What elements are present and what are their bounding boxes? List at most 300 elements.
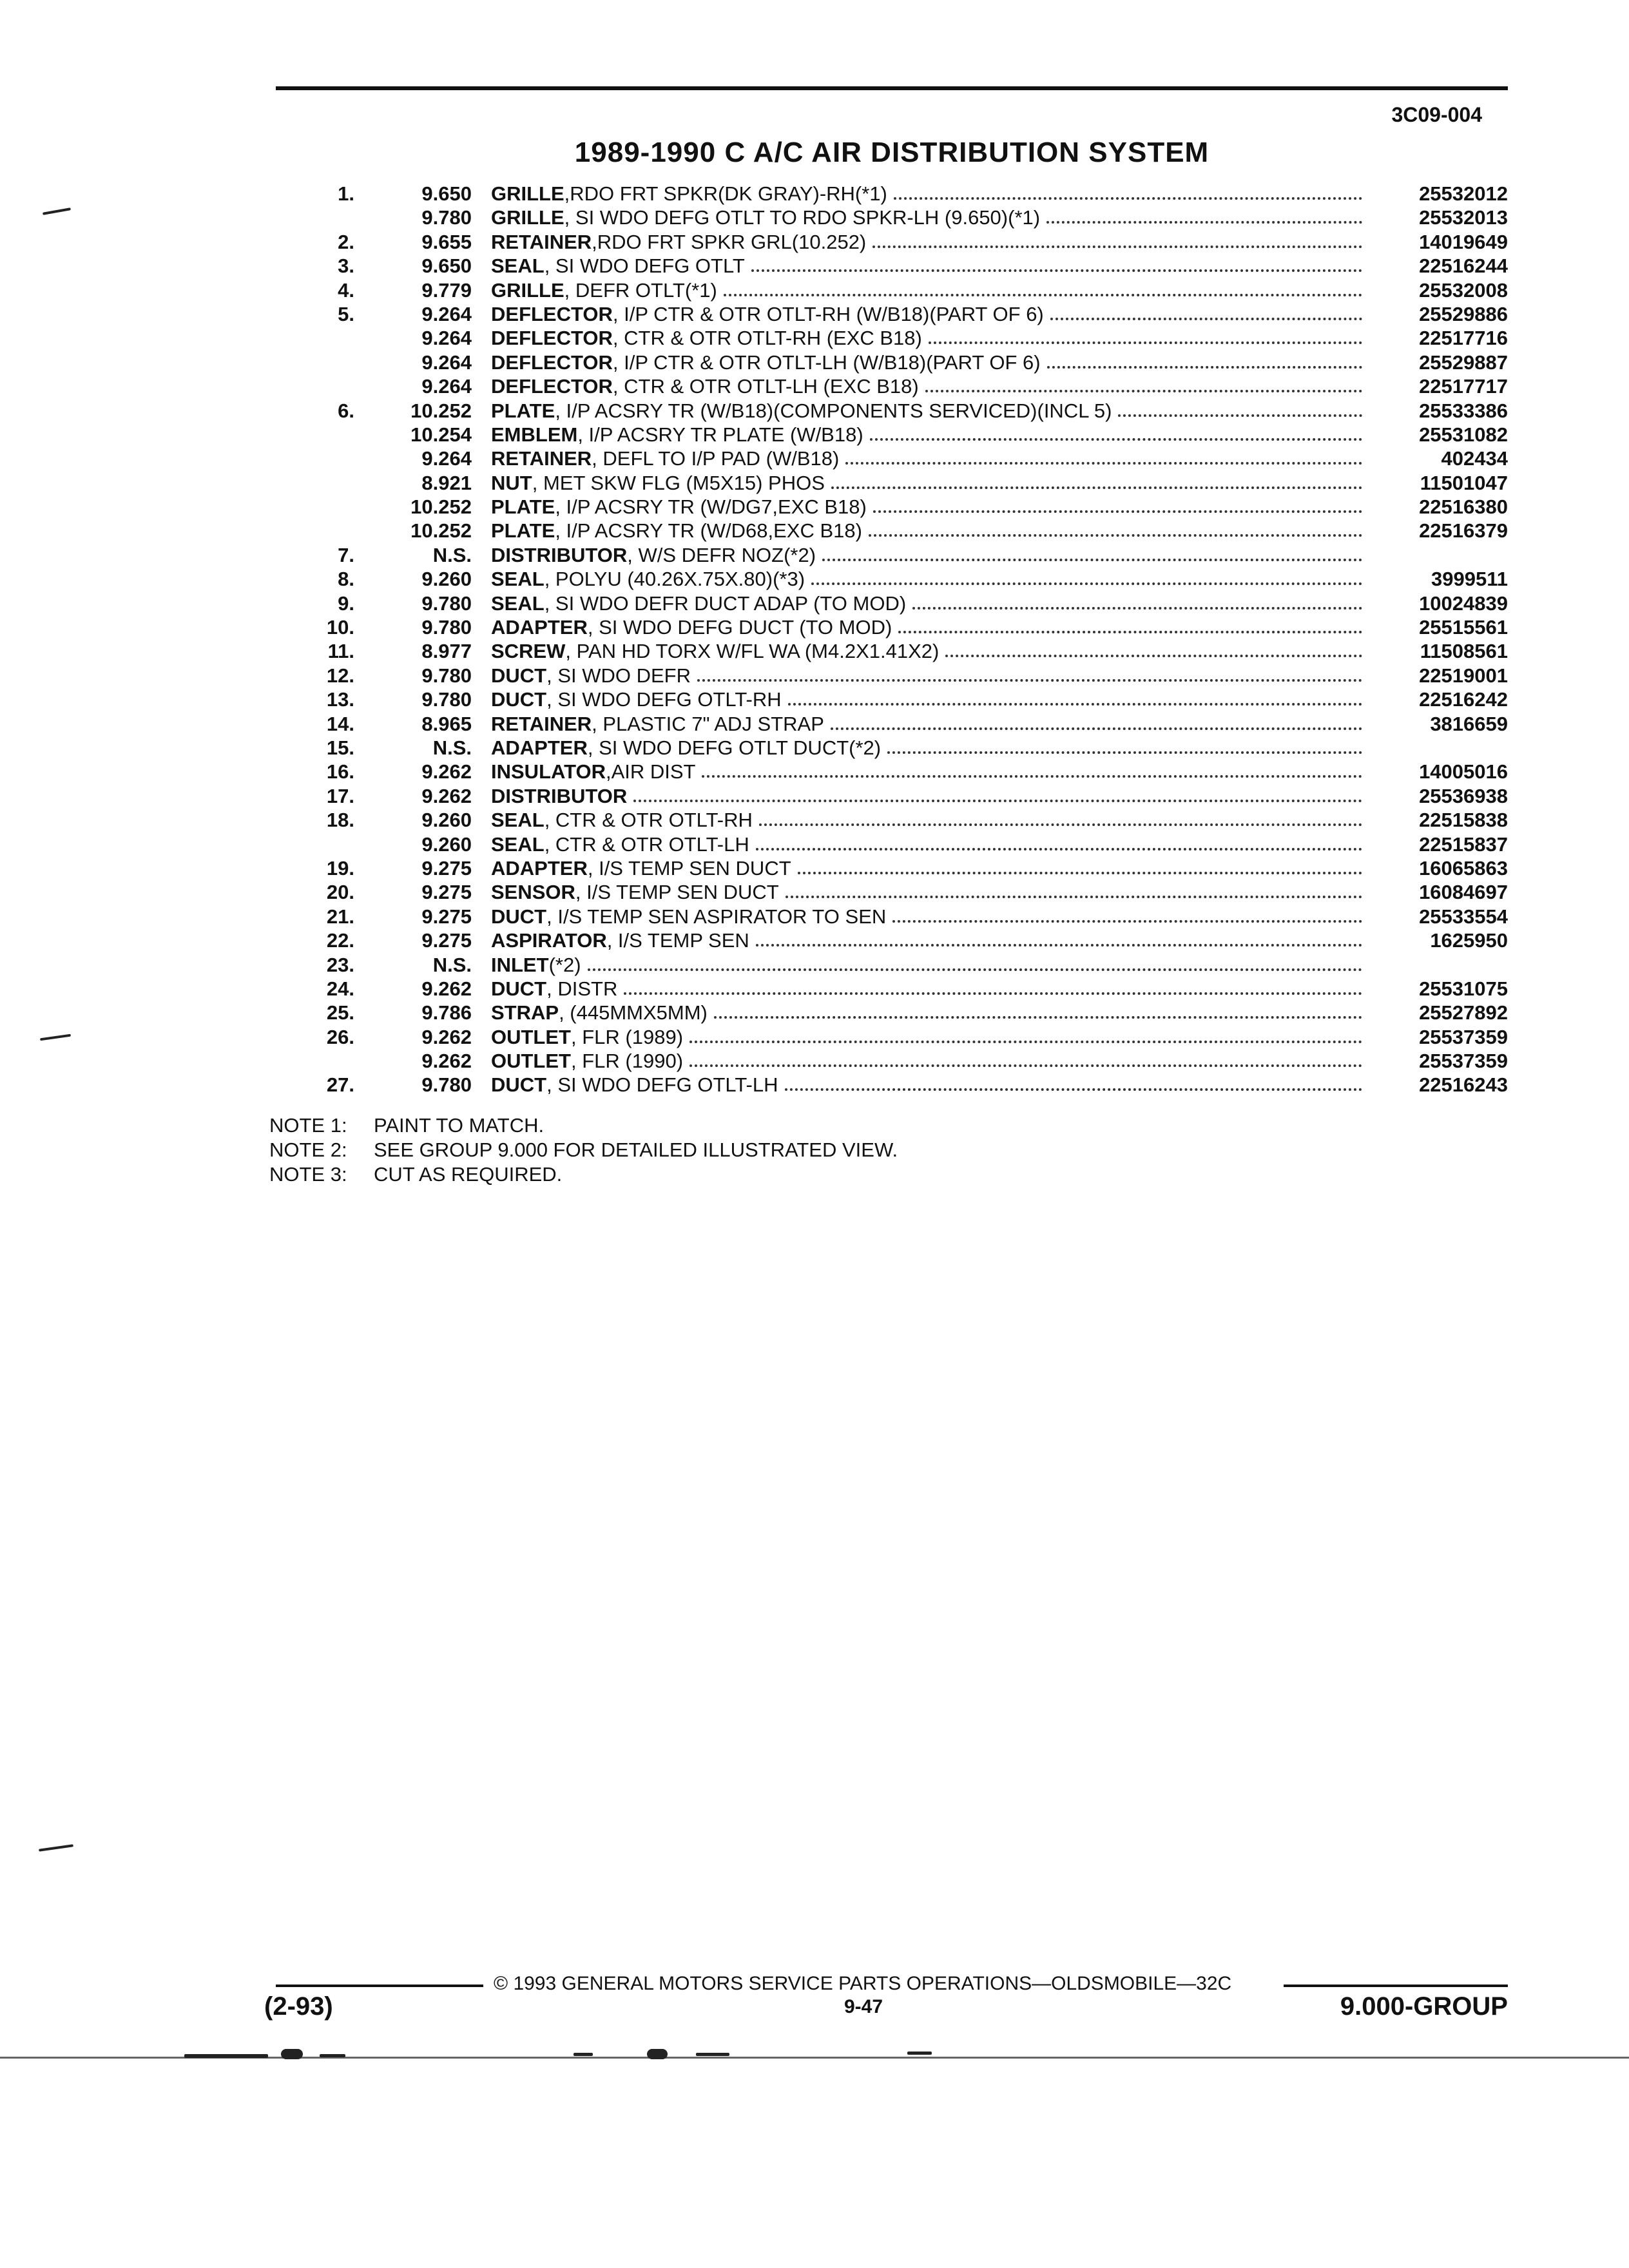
parts-row bbox=[0, 1049, 1629, 1073]
part-description bbox=[491, 543, 1374, 567]
parts-row bbox=[0, 326, 1629, 350]
dot-leader bbox=[898, 615, 1362, 633]
group-number: 9.780 bbox=[421, 206, 472, 229]
part-detail: , (445MMX5MM) bbox=[559, 1001, 708, 1024]
part-name: GRILLE bbox=[491, 182, 564, 205]
group-number: 9.779 bbox=[421, 278, 472, 302]
part-name: DEFLECTOR bbox=[491, 302, 613, 325]
dot-leader bbox=[751, 254, 1362, 272]
part-name: SEAL bbox=[491, 591, 545, 615]
part-description bbox=[491, 639, 1374, 663]
group-number: 9.786 bbox=[421, 1001, 472, 1024]
part-description bbox=[491, 953, 1374, 977]
part-detail: , DISTR bbox=[546, 977, 618, 1000]
dot-leader bbox=[822, 543, 1362, 561]
part-detail: , FLR (1990) bbox=[571, 1050, 684, 1073]
parts-row bbox=[0, 808, 1629, 832]
scan-smudge bbox=[696, 2053, 729, 2056]
part-number: 25532008 bbox=[1419, 278, 1508, 302]
note-text: CUT AS REQUIRED. bbox=[374, 1163, 563, 1186]
note-item bbox=[269, 1113, 898, 1138]
part-name: RETAINER bbox=[491, 712, 592, 735]
part-name: RETAINER bbox=[491, 447, 592, 470]
dot-leader bbox=[869, 519, 1362, 537]
dot-leader bbox=[872, 230, 1362, 248]
item-number: 14. bbox=[326, 712, 354, 735]
part-number: 22517717 bbox=[1419, 375, 1508, 398]
part-number: 22516380 bbox=[1419, 495, 1508, 519]
parts-row bbox=[0, 591, 1629, 615]
item-number: 3. bbox=[338, 255, 354, 278]
part-description bbox=[491, 399, 1374, 423]
group-number: 9.264 bbox=[421, 375, 472, 398]
part-description bbox=[491, 206, 1374, 229]
group-number: 9.260 bbox=[421, 809, 472, 832]
part-detail: , PLASTIC 7" ADJ STRAP bbox=[592, 712, 824, 735]
part-number: 14005016 bbox=[1419, 760, 1508, 783]
group-number: 9.780 bbox=[421, 688, 472, 711]
parts-row bbox=[0, 760, 1629, 783]
part-name: INLET bbox=[491, 953, 549, 976]
part-name: PLATE bbox=[491, 519, 555, 543]
part-number: 25529887 bbox=[1419, 351, 1508, 374]
part-description bbox=[491, 495, 1374, 519]
parts-row bbox=[0, 567, 1629, 591]
part-number: 22516242 bbox=[1419, 688, 1508, 711]
group-number: 10.252 bbox=[410, 519, 472, 543]
item-number: 16. bbox=[326, 760, 354, 783]
part-detail: , DEFL TO I/P PAD (W/B18) bbox=[592, 447, 840, 470]
group-number: 9.264 bbox=[421, 327, 472, 350]
part-name: DISTRIBUTOR bbox=[491, 543, 628, 566]
part-name: ADAPTER bbox=[491, 856, 588, 879]
part-number: 22516244 bbox=[1419, 255, 1508, 278]
item-number: 26. bbox=[326, 1025, 354, 1048]
note-item bbox=[269, 1162, 898, 1187]
part-name: SEAL bbox=[491, 832, 545, 856]
part-name: PLATE bbox=[491, 495, 555, 519]
note-label: NOTE 2: bbox=[269, 1139, 347, 1161]
part-description bbox=[491, 832, 1374, 856]
note-item bbox=[269, 1138, 898, 1162]
part-number: 11501047 bbox=[1420, 471, 1508, 494]
parts-row bbox=[0, 1001, 1629, 1024]
part-detail: , SI WDO DEFG OTLT DUCT(*2) bbox=[587, 736, 882, 759]
item-number: 10. bbox=[326, 616, 354, 639]
dot-leader bbox=[588, 953, 1362, 971]
group-number: 9.264 bbox=[421, 447, 472, 470]
item-number: 7. bbox=[338, 543, 354, 566]
parts-row bbox=[0, 687, 1629, 711]
dot-leader bbox=[798, 856, 1362, 874]
part-description bbox=[491, 880, 1374, 904]
group-number: 9.262 bbox=[421, 760, 472, 783]
part-description bbox=[491, 1049, 1374, 1073]
part-description bbox=[491, 712, 1374, 736]
part-name: DEFLECTOR bbox=[491, 375, 613, 398]
dot-leader bbox=[624, 977, 1362, 995]
part-description bbox=[491, 302, 1374, 326]
parts-row bbox=[0, 278, 1629, 302]
group-number: 10.252 bbox=[410, 399, 472, 422]
group-number: 9.780 bbox=[421, 1073, 472, 1097]
part-description bbox=[491, 351, 1374, 374]
scan-smudge bbox=[647, 2049, 668, 2059]
part-description bbox=[491, 1001, 1374, 1024]
group-number: 10.254 bbox=[410, 423, 472, 446]
group-label: 9.000-GROUP bbox=[1340, 1992, 1508, 2021]
group-number: 9.655 bbox=[421, 230, 472, 253]
part-number: 22515838 bbox=[1419, 809, 1508, 832]
part-description bbox=[491, 1025, 1374, 1049]
part-detail: , I/S TEMP SEN bbox=[606, 929, 749, 952]
part-name: GRILLE bbox=[491, 278, 564, 302]
parts-row bbox=[0, 1025, 1629, 1049]
part-detail: , SI WDO DEFR bbox=[546, 664, 691, 687]
part-number: 25533386 bbox=[1419, 399, 1508, 422]
scan-smudge bbox=[907, 2052, 932, 2055]
part-number: 3999511 bbox=[1431, 568, 1508, 591]
part-detail: , I/P ACSRY TR (W/D68,EXC B18) bbox=[555, 519, 862, 543]
part-number: 25532012 bbox=[1419, 182, 1508, 205]
dot-leader bbox=[831, 712, 1362, 730]
part-description bbox=[491, 471, 1374, 495]
group-number: 9.260 bbox=[421, 832, 472, 856]
parts-row bbox=[0, 447, 1629, 470]
part-description bbox=[491, 423, 1374, 447]
group-number: 9.262 bbox=[421, 1025, 472, 1048]
part-detail: , DEFR OTLT(*1) bbox=[564, 278, 717, 302]
part-description bbox=[491, 760, 1374, 783]
parts-row bbox=[0, 784, 1629, 808]
group-number: 8.965 bbox=[421, 712, 472, 735]
part-description bbox=[491, 736, 1374, 760]
dot-leader bbox=[929, 326, 1362, 344]
parts-row bbox=[0, 664, 1629, 687]
dot-leader bbox=[945, 639, 1362, 657]
page-number: 9-47 bbox=[844, 1996, 883, 2017]
part-detail: , FLR (1989) bbox=[571, 1025, 684, 1048]
part-description bbox=[491, 254, 1374, 278]
group-number: 9.650 bbox=[421, 255, 472, 278]
part-name: GRILLE bbox=[491, 206, 564, 229]
part-number: 22515837 bbox=[1419, 832, 1508, 856]
parts-row bbox=[0, 977, 1629, 1001]
part-name: DUCT bbox=[491, 905, 547, 928]
parts-row bbox=[0, 519, 1629, 543]
part-name: DUCT bbox=[491, 664, 547, 687]
part-name: PLATE bbox=[491, 399, 555, 422]
parts-row bbox=[0, 206, 1629, 229]
part-detail: (*2) bbox=[548, 953, 581, 976]
part-name: SENSOR bbox=[491, 881, 575, 904]
dot-leader bbox=[714, 1001, 1362, 1019]
part-number: 25515561 bbox=[1419, 616, 1508, 639]
item-number: 22. bbox=[326, 929, 354, 952]
part-number: 1625950 bbox=[1430, 929, 1508, 952]
item-number: 17. bbox=[326, 784, 354, 807]
part-description bbox=[491, 591, 1374, 615]
part-name: DEFLECTOR bbox=[491, 327, 613, 350]
part-name: SEAL bbox=[491, 809, 545, 832]
part-name: DEFLECTOR bbox=[491, 351, 613, 374]
page-title: 1989-1990 C A/C AIR DISTRIBUTION SYSTEM bbox=[574, 137, 1210, 168]
dot-leader bbox=[759, 808, 1362, 826]
dot-leader bbox=[788, 687, 1362, 706]
note-text: PAINT TO MATCH. bbox=[374, 1114, 545, 1137]
parts-row bbox=[0, 374, 1629, 398]
item-number: 20. bbox=[326, 881, 354, 904]
item-number: 5. bbox=[338, 302, 354, 325]
group-number: 9.275 bbox=[421, 856, 472, 879]
notes-section bbox=[269, 1113, 898, 1187]
group-number: N.S. bbox=[432, 543, 472, 566]
part-name: DUCT bbox=[491, 688, 547, 711]
part-number: 25527892 bbox=[1419, 1001, 1508, 1024]
part-description bbox=[491, 928, 1374, 952]
group-number: 9.260 bbox=[421, 568, 472, 591]
part-detail: , SI WDO DEFR DUCT ADAP (TO MOD) bbox=[544, 591, 907, 615]
part-name: RETAINER bbox=[491, 230, 592, 253]
part-description bbox=[491, 230, 1374, 254]
group-number: 9.275 bbox=[421, 929, 472, 952]
date-code: (2-93) bbox=[264, 1992, 333, 2021]
part-description bbox=[491, 784, 1374, 808]
item-number: 24. bbox=[326, 977, 354, 1000]
parts-row bbox=[0, 712, 1629, 736]
dot-leader bbox=[689, 1025, 1362, 1043]
part-description bbox=[491, 326, 1374, 350]
part-name: SEAL bbox=[491, 255, 545, 278]
parts-list bbox=[0, 182, 1629, 1097]
part-detail: , CTR & OTR OTLT-RH bbox=[544, 809, 753, 832]
part-number: 25532013 bbox=[1419, 206, 1508, 229]
dot-leader bbox=[756, 832, 1362, 850]
part-description bbox=[491, 374, 1374, 398]
dot-leader bbox=[1118, 399, 1362, 417]
dot-leader bbox=[724, 278, 1362, 296]
part-number: 14019649 bbox=[1419, 230, 1508, 253]
group-number: 9.275 bbox=[421, 905, 472, 928]
dot-leader bbox=[1050, 302, 1362, 320]
part-detail: , W/S DEFR NOZ(*2) bbox=[627, 543, 816, 566]
part-detail: , CTR & OTR OTLT-LH bbox=[544, 832, 749, 856]
part-description bbox=[491, 182, 1374, 206]
part-number: 22516379 bbox=[1419, 519, 1508, 543]
part-detail: , I/S TEMP SEN DUCT bbox=[587, 856, 791, 879]
part-name: OUTLET bbox=[491, 1050, 571, 1073]
dot-leader bbox=[831, 471, 1362, 489]
part-detail: , I/P ACSRY TR (W/B18)(COMPONENTS SERVICED)(INCL 5) bbox=[555, 399, 1112, 422]
part-number: 25529886 bbox=[1419, 302, 1508, 325]
parts-row bbox=[0, 543, 1629, 567]
part-detail: , CTR & OTR OTLT-LH (EXC B18) bbox=[612, 375, 919, 398]
group-number: 10.252 bbox=[410, 495, 472, 519]
item-number: 27. bbox=[326, 1073, 354, 1097]
item-number: 21. bbox=[326, 905, 354, 928]
group-number: N.S. bbox=[432, 736, 472, 759]
part-number: 402434 bbox=[1441, 447, 1508, 470]
group-number: 9.262 bbox=[421, 1050, 472, 1073]
parts-row bbox=[0, 230, 1629, 254]
part-description bbox=[491, 856, 1374, 880]
footer-rule-right bbox=[1284, 1984, 1508, 1987]
part-description bbox=[491, 519, 1374, 543]
part-detail: , I/P ACSRY TR PLATE (W/B18) bbox=[577, 423, 863, 446]
part-detail: , SI WDO DEFG OTLT TO RDO SPKR-LH (9.650)(*1) bbox=[564, 206, 1041, 229]
parts-row bbox=[0, 736, 1629, 760]
part-name: DUCT bbox=[491, 977, 547, 1000]
parts-row bbox=[0, 953, 1629, 977]
part-number: 25533554 bbox=[1419, 905, 1508, 928]
group-number: 9.780 bbox=[421, 616, 472, 639]
parts-row bbox=[0, 1073, 1629, 1097]
part-number: 10024839 bbox=[1419, 591, 1508, 615]
item-number: 23. bbox=[326, 953, 354, 976]
part-name: OUTLET bbox=[491, 1025, 571, 1048]
dot-leader bbox=[887, 736, 1362, 754]
part-detail: , PAN HD TORX W/FL WA (M4.2X1.41X2) bbox=[565, 640, 940, 663]
group-number: 8.921 bbox=[421, 471, 472, 494]
part-number: 22519001 bbox=[1419, 664, 1508, 687]
part-detail: ,AIR DIST bbox=[605, 760, 696, 783]
dot-leader bbox=[1046, 206, 1362, 224]
item-number: 18. bbox=[326, 809, 354, 832]
dot-leader bbox=[873, 495, 1362, 513]
scan-smudge bbox=[281, 2049, 303, 2059]
group-number: 9.264 bbox=[421, 351, 472, 374]
parts-row bbox=[0, 351, 1629, 374]
parts-row bbox=[0, 856, 1629, 880]
parts-row bbox=[0, 495, 1629, 519]
parts-row bbox=[0, 880, 1629, 904]
part-number: 22517716 bbox=[1419, 327, 1508, 350]
item-number: 6. bbox=[338, 399, 354, 422]
header-rule bbox=[276, 86, 1508, 90]
part-number: 22516243 bbox=[1419, 1073, 1508, 1097]
part-name: NUT bbox=[491, 471, 532, 494]
part-name: STRAP bbox=[491, 1001, 559, 1024]
part-detail: , I/P ACSRY TR (W/DG7,EXC B18) bbox=[555, 495, 867, 519]
group-number: 9.275 bbox=[421, 881, 472, 904]
note-label: NOTE 1: bbox=[269, 1114, 347, 1137]
note-label: NOTE 3: bbox=[269, 1163, 347, 1186]
part-description bbox=[491, 905, 1374, 928]
part-detail: , I/P CTR & OTR OTLT-RH (W/B18)(PART OF 6) bbox=[612, 302, 1044, 325]
scan-smudge bbox=[184, 2054, 268, 2058]
group-number: 9.264 bbox=[421, 302, 472, 325]
group-number: 9.262 bbox=[421, 977, 472, 1000]
part-name: EMBLEM bbox=[491, 423, 578, 446]
part-name: INSULATOR bbox=[491, 760, 606, 783]
scan-smudge bbox=[574, 2053, 593, 2056]
parts-row bbox=[0, 423, 1629, 447]
dot-leader bbox=[892, 905, 1362, 923]
part-number: 25531075 bbox=[1419, 977, 1508, 1000]
part-detail: , SI WDO DEFG OTLT-RH bbox=[546, 688, 782, 711]
dot-leader bbox=[894, 182, 1362, 200]
dot-leader bbox=[702, 760, 1362, 778]
item-number: 9. bbox=[338, 591, 354, 615]
dot-leader bbox=[870, 423, 1362, 441]
item-number: 1. bbox=[338, 182, 354, 205]
parts-row bbox=[0, 471, 1629, 495]
part-number: 25537359 bbox=[1419, 1025, 1508, 1048]
punch-mark bbox=[39, 1844, 73, 1851]
part-number: 11508561 bbox=[1420, 640, 1508, 663]
dot-leader bbox=[786, 880, 1362, 898]
part-detail: , CTR & OTR OTLT-RH (EXC B18) bbox=[612, 327, 922, 350]
part-detail: , POLYU (40.26X.75X.80)(*3) bbox=[544, 568, 805, 591]
group-number: 8.977 bbox=[421, 640, 472, 663]
parts-row bbox=[0, 302, 1629, 326]
group-number: 9.650 bbox=[421, 182, 472, 205]
part-number: 25531082 bbox=[1419, 423, 1508, 446]
dot-leader bbox=[697, 664, 1362, 682]
part-detail: , SI WDO DEFG OTLT bbox=[544, 255, 745, 278]
part-name: ADAPTER bbox=[491, 616, 588, 639]
dot-leader bbox=[845, 447, 1362, 465]
item-number: 4. bbox=[338, 278, 354, 302]
dot-leader bbox=[756, 928, 1362, 947]
part-detail: , MET SKW FLG (M5X15) PHOS bbox=[532, 471, 825, 494]
parts-row bbox=[0, 254, 1629, 278]
part-number: 16084697 bbox=[1419, 881, 1508, 904]
parts-row bbox=[0, 639, 1629, 663]
part-name: DISTRIBUTOR bbox=[491, 784, 628, 807]
scan-smudge bbox=[320, 2054, 345, 2057]
part-description bbox=[491, 447, 1374, 470]
part-detail: , SI WDO DEFG OTLT-LH bbox=[546, 1073, 778, 1097]
part-detail: , I/P CTR & OTR OTLT-LH (W/B18)(PART OF 6) bbox=[612, 351, 1041, 374]
parts-row bbox=[0, 928, 1629, 952]
group-number: 9.262 bbox=[421, 784, 472, 807]
catalog-code: 3C09-004 bbox=[1391, 103, 1482, 126]
group-number: N.S. bbox=[432, 953, 472, 976]
part-number: 25537359 bbox=[1419, 1050, 1508, 1073]
part-name: ADAPTER bbox=[491, 736, 588, 759]
part-description bbox=[491, 1073, 1374, 1097]
parts-row bbox=[0, 905, 1629, 928]
item-number: 15. bbox=[326, 736, 354, 759]
part-number: 25536938 bbox=[1419, 784, 1508, 807]
parts-row bbox=[0, 399, 1629, 423]
group-number: 9.780 bbox=[421, 664, 472, 687]
part-description bbox=[491, 278, 1374, 302]
part-detail bbox=[627, 784, 633, 808]
part-description bbox=[491, 808, 1374, 832]
item-number: 2. bbox=[338, 230, 354, 253]
item-number: 25. bbox=[326, 1001, 354, 1024]
part-detail: ,RDO FRT SPKR(DK GRAY)-RH(*1) bbox=[564, 182, 887, 205]
part-name: SEAL bbox=[491, 568, 545, 591]
part-detail: , SI WDO DEFG DUCT (TO MOD) bbox=[587, 616, 892, 639]
part-name: ASPIRATOR bbox=[491, 929, 607, 952]
part-detail: ,RDO FRT SPKR GRL(10.252) bbox=[592, 230, 867, 253]
part-detail: , I/S TEMP SEN ASPIRATOR TO SEN bbox=[546, 905, 887, 928]
part-name: DUCT bbox=[491, 1073, 547, 1097]
part-description bbox=[491, 977, 1374, 1001]
dot-leader bbox=[1047, 351, 1362, 369]
dot-leader bbox=[633, 784, 1362, 802]
part-number: 3816659 bbox=[1430, 712, 1508, 735]
item-number: 13. bbox=[326, 688, 354, 711]
part-number: 16065863 bbox=[1419, 856, 1508, 879]
dot-leader bbox=[689, 1049, 1362, 1067]
parts-row bbox=[0, 615, 1629, 639]
dot-leader bbox=[811, 567, 1362, 585]
group-number: 9.780 bbox=[421, 591, 472, 615]
